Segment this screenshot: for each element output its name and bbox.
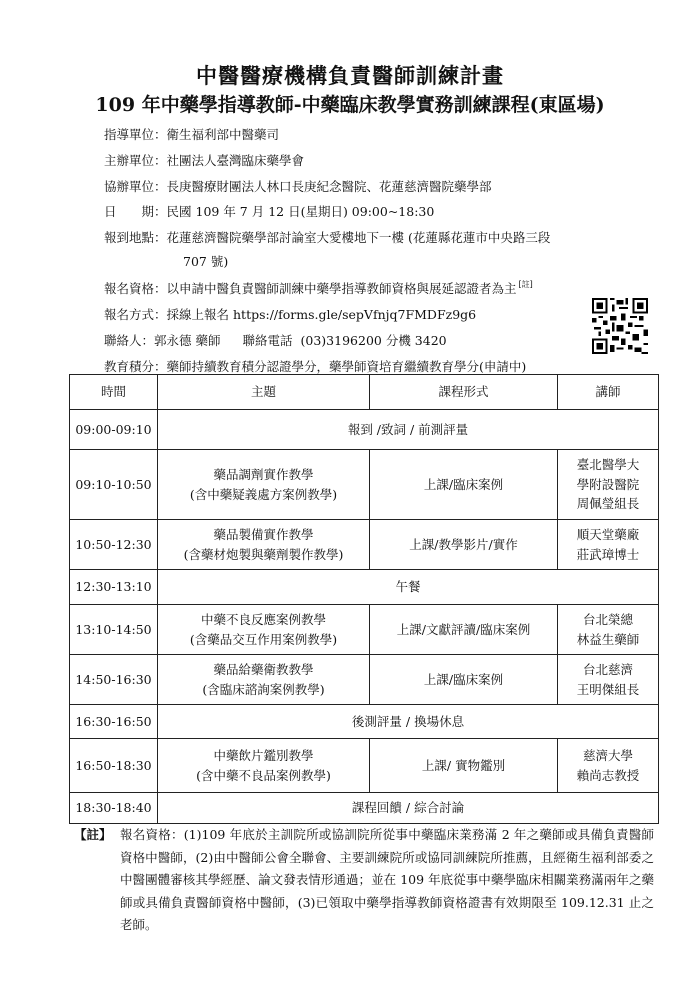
lecturer-cell	[558, 739, 659, 793]
info-value: (03)3196200 分機 3420	[300, 333, 447, 348]
info-venue-cont	[183, 252, 228, 270]
span-cell: 午餐	[158, 570, 659, 605]
lecturer-cell	[558, 450, 659, 520]
topic-detail: (含臨床諮詢案例教學)	[202, 681, 325, 697]
lecturer-line: 賴尚志教授	[576, 767, 640, 783]
time-cell: 16:50-18:30	[70, 739, 158, 793]
info-value: 衛生福利部中醫藥司	[166, 127, 280, 142]
page-subtitle: 109 年中藥學指導教師-中藥臨床教學實務訓練課程(東區場)	[95, 94, 605, 116]
table-row	[70, 655, 659, 705]
qr-code-icon[interactable]	[592, 298, 648, 354]
header-cell: 主題	[158, 375, 370, 410]
topic-cell	[158, 520, 370, 570]
time-cell: 12:30-13:10	[70, 570, 158, 605]
topic-detail: (含中藥不良品案例教學)	[196, 767, 331, 783]
info-label: 聯絡電話	[242, 333, 293, 348]
footnote-label: 【註】	[74, 827, 112, 842]
info-label: 主辦單位：	[104, 153, 167, 168]
info-credit	[104, 357, 526, 375]
lecturer-line: 順天堂藥廠	[576, 527, 640, 543]
lecturer-line: 學附設醫院	[576, 476, 640, 492]
lecturer-cell	[558, 520, 659, 570]
info-venue	[104, 228, 550, 246]
footnote-text: 報名資格：(1)109 年底於主訓院所或協訓院所從事中藥臨床業務滿 2 年之藥師或具備負責醫師資格中醫師，(2)由中醫師公會全聯會、主要訓練院所或協同訓練院所推薦，且經衛生福利部委之中醫團體審核其學經歷、論文發表情形通過；並在 109 年底從事中藥學臨床相關業務滿兩年之藥師或具備負責醫師資格中醫師，(3)已領取中藥學指導教師資格證書有效期限至 109.12.31 止之老師。	[120, 827, 654, 932]
time-cell: 09:00-09:10	[70, 410, 158, 450]
lecturer-cell	[558, 605, 659, 655]
table-row	[70, 520, 659, 570]
schedule-table	[69, 374, 659, 824]
header-cell: 時間	[70, 375, 158, 410]
format-cell: 上課/臨床案例	[370, 450, 558, 520]
table-row	[70, 410, 659, 450]
lecturer-line: 林益生藥師	[576, 631, 640, 647]
table-row	[70, 793, 659, 824]
info-qualification	[104, 279, 533, 297]
format-cell: 上課/臨床案例	[370, 655, 558, 705]
topic-cell	[158, 450, 370, 520]
info-value: 花蓮慈濟醫院藥學部討論室大愛樓地下一樓 (花蓮縣花蓮市中央路三段	[166, 230, 551, 245]
info-date	[104, 202, 434, 220]
time-cell: 10:50-12:30	[70, 520, 158, 570]
info-value: 社團法人臺灣臨床藥學會	[166, 153, 305, 168]
header-cell: 講師	[558, 375, 659, 410]
time-cell: 16:30-16:50	[70, 705, 158, 739]
lecturer-cell	[558, 655, 659, 705]
lecturer-line: 慈濟大學	[582, 748, 633, 764]
topic-cell	[158, 605, 370, 655]
format-cell: 上課/教學影片/實作	[370, 520, 558, 570]
info-contact	[104, 331, 447, 349]
header-cell: 課程形式	[370, 375, 558, 410]
topic-title: 藥品給藥衛教教學	[213, 662, 314, 678]
info-label: 聯絡人：	[104, 333, 155, 348]
info-label: 協辦單位：	[104, 179, 167, 194]
info-value: 藥師持續教育積分認證學分，藥學師資培育繼續教育學分(申請中)	[166, 359, 527, 374]
info-value: 長庚醫療財團法人林口長庚紀念醫院、花蓮慈濟醫院藥學部	[166, 179, 492, 194]
topic-title: 藥品調劑實作教學	[213, 467, 314, 483]
topic-cell	[158, 739, 370, 793]
topic-title: 藥品製備實作教學	[213, 527, 314, 543]
info-label: 報到地點：	[104, 230, 167, 245]
time-cell: 13:10-14:50	[70, 605, 158, 655]
topic-detail: (含藥材炮製與藥劑製作教學)	[183, 546, 344, 562]
info-label: 教育積分：	[104, 359, 167, 374]
info-label: 指導單位：	[104, 127, 167, 142]
table-row	[70, 605, 659, 655]
time-cell: 09:10-10:50	[70, 450, 158, 520]
lecturer-line: 臺北醫學大	[576, 457, 640, 473]
info-label: 報名資格：	[104, 281, 167, 296]
note-ref[interactable]: [註]	[518, 280, 533, 289]
topic-detail: (含藥品交互作用案例教學)	[189, 631, 338, 647]
info-value: 707 號)	[183, 254, 229, 269]
span-cell: 課程回饋 / 綜合討論	[158, 793, 659, 824]
table-row	[70, 450, 659, 520]
table-row	[70, 570, 659, 605]
span-cell: 報到 /致詞 / 前測評量	[158, 410, 659, 450]
format-cell: 上課/ 實物鑑別	[370, 739, 558, 793]
info-label: 報名方式：	[104, 307, 167, 322]
table-row	[70, 705, 659, 739]
lecturer-line: 台北榮總	[582, 612, 633, 628]
page-title: 中醫醫療機構負責醫師訓練計畫	[196, 63, 504, 88]
info-value: 郭永德 藥師	[154, 333, 221, 348]
table-header	[70, 375, 659, 410]
table-row	[70, 739, 659, 793]
info-value: 民國 109 年 7 月 12 日(星期日) 09:00~18:30	[166, 204, 435, 219]
topic-cell	[158, 655, 370, 705]
span-cell: 後測評量 / 換場休息	[158, 705, 659, 739]
topic-detail: (含中藥疑義處方案例教學)	[189, 486, 338, 502]
lecturer-line: 莊武璋博士	[576, 546, 640, 562]
registration-link[interactable]: 採線上報名 https://forms.gle/sepVfnjq7FMDFz9g6	[166, 307, 477, 322]
info-label: 日 期：	[104, 204, 167, 219]
lecturer-line: 周佩瑩組長	[576, 496, 640, 512]
format-cell: 上課/文獻評讀/臨床案例	[370, 605, 558, 655]
info-method	[104, 305, 476, 323]
topic-title: 中藥不良反應案例教學	[200, 612, 326, 628]
info-host	[104, 151, 304, 169]
topic-title: 中藥飲片鑑別教學	[213, 748, 314, 764]
lecturer-line: 王明傑組長	[576, 681, 640, 697]
lecturer-line: 台北慈濟	[582, 662, 633, 678]
info-co-organizer	[104, 177, 492, 195]
time-cell: 14:50-16:30	[70, 655, 158, 705]
info-guidance	[104, 125, 279, 143]
footnote	[74, 824, 654, 937]
time-cell: 18:30-18:40	[70, 793, 158, 824]
info-value: 以申請中醫負責醫師訓練中藥學指導教師資格與展延認證者為主	[166, 281, 517, 296]
